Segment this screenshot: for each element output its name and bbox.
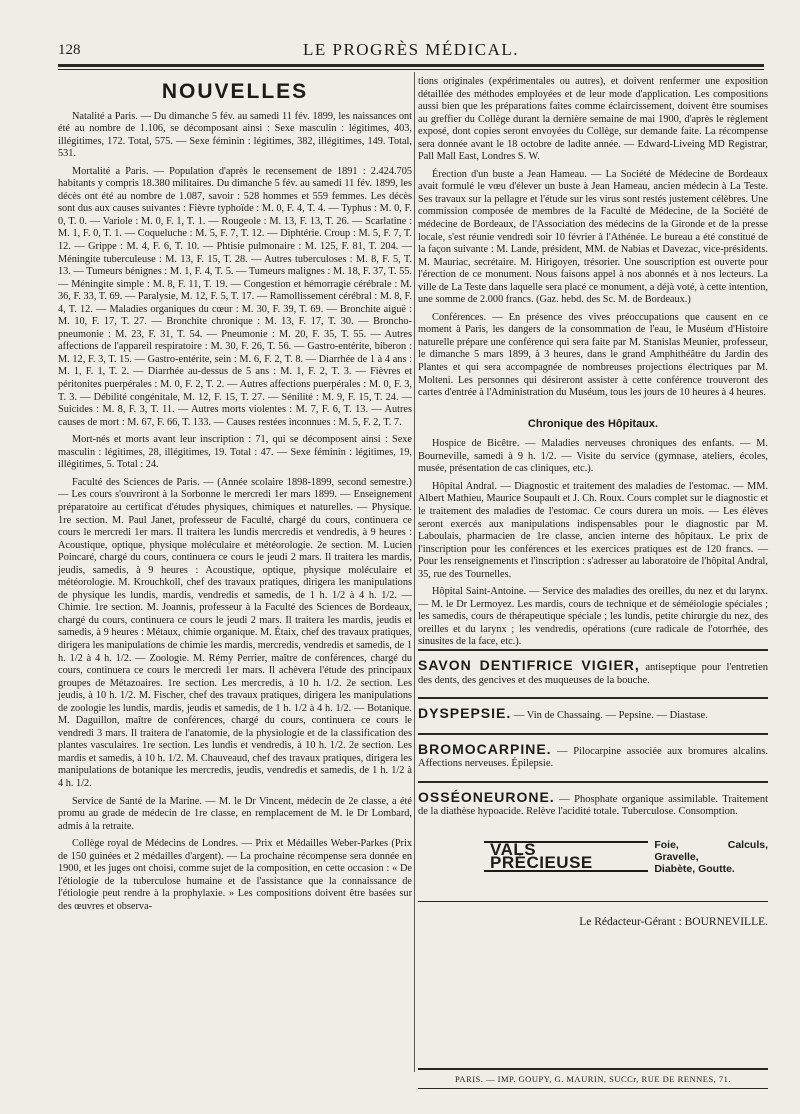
ad-vals-precieuse (484, 839, 768, 875)
article-saint-antoine: Hôpital Saint-Antoine. — Service des maladies des oreilles, du nez et du larynx. — M. le Dr Lermoyez. Les mardis, cours de technique et de séméiologie spéciales ; les samedis, cours de thérapeutique spéciale ; les lundis, petite chirurgie du nez, des oreilles et du larynx ; les vendredis, opérations (cure radicale de l'otorrhée, des sinusites de la face, etc.). (418, 586, 768, 648)
page-header (58, 38, 764, 62)
vals-logo-text: VALS PRÉCIEUSE (484, 841, 648, 872)
ad-savon-vigier (418, 649, 768, 697)
ad-bromocarpine (418, 733, 768, 781)
article-conferences: Conférences. — En présence des vives préoccupations que causent en ce moment à Paris, les dangers de la consommation de l'eau, le Muséum d'Histoire naturelle prépare une conférence qui sera faite par M. Stanislas Meunier, professeur, le dimanche 5 mars 1899, à 3 heures, dans le grand Amphithéâtre du Jardin des Plantes et qui sera accompagnée de nombreuses projections électriques par M. Molteni. Les personnes qui désireront assister à cette conférence trouveront des cartes d'entrée à l'Administration du Muséum, tous les jours de 10 heures à 4 heures. (418, 311, 768, 399)
article-college-londres: Collège royal de Médecins de Londres. — Prix et Médailles Weber-Parkes (Prix de 150 guinées et 2 médailles d'argent). — La prochaine récompense sera donnée en 1900, et les juges ont choisi, comme sujet de la composition, en cette occasion : « De l'étiologie de la tuberculose humaine et de l'assistance que la connaissance de l'étiologie peut rendre à la prophylaxie. » Les compositions doivent être basées sur des œuvres et observa- (58, 838, 412, 912)
ad-brand: OSSÉONEURONE. (418, 788, 555, 805)
ad-description: — Vin de Chassaing. — Pepsine. — Diastase. (513, 710, 708, 722)
article-mortalite: Mortalité a Paris. — Population d'après le recensement de 1891 : 2.424.705 habitants y compris 18.380 militaires. Du dimanche 5 fév. au samedi 11 fév. 1899, les décès ont été au nombre de 1.087, savoir : 528 hommes et 559 femmes. Les décès sont dus aux causes suivantes : Fièvre typhoïde : M. 0, F. 4, T. 4. — Typhus : M. 0, F. 0, T. 0. — Variole : M. 0, F. 1, T. 1. — Rougeole : M. 13, F. 13, T. 26. — Scarlatine : M. 1, F. 0, T. 1. — Coqueluche : M. 5, F. 7, T. 12. — Diphtérie. Croup : M. 5, F. 7, T. 12. — Grippe : M. 4, F. 6, T. 10. — Phtisie pulmonaire : M. 125, F. 81, T. 204. — Méningite tuberculeuse : M. 13, F. 15, T. 28. — Autres tuberculoses : M. 8, F. 5, T. 13. — Tumeurs bénignes : M. 1, F. 4, T. 5. — Tumeurs malignes : M. 18, F. 37, T. 55. — Méningite simple : M. 8, F. 11, T. 19. — Congestion et hémorragie cérébrale : M. 36, F. 33, T. 69. — Paralysie, M. 12, F. 5, T. 17. — Ramollissement cérébral : M. 8, F. 4, T. 12. — Maladies organiques du cœur : M. 30, F. 39, T. 69. — Bronchite aiguë : M. 10, F. 17, T. 27. — Bronchite chronique : M. 13, F. 17, T. 30. — Broncho-pneumonie : M. 23, F. 31, T. 54. — Pneumonie : M. 20, F. 35, T. 55. — Autres affections de l'appareil respiratoire : M. 30, F. 26, T. 56. — Gastro-entérite, biberon : M. 12, F. 3, T. 15. — Gastro-entérite, sein : M. 6, F. 2, T. 8. — Diarrhée de 1 à 4 ans : M. 1, F. 1, T. 2. — Diarrhée au-dessus de 5 ans : M. 1, F. 2, T. 3. — Fièvres et péritonites puerpérales : M. 0, F. 2, T. 2. — Autres affections puerpérales : M. 0, F. 3, T. 3. — Débilité congénitale, M. 12, F. 15, T. 27. — Sénilité : M. 9, F. 15, T. 24. — Suicides : M. 8, F. 3, T. 11. — Autres morts violentes : M. 7, F. 6, T. 13. — Autres causes de mort : M. 67, F. 66, T. 133. — Causes restées inconnues : M. 5, F. 2, T. 7. (58, 165, 412, 428)
ad-description: antiseptique pour l'entretien des dents, des gencives et des muqueuses de la bouche. (418, 661, 768, 686)
article-college-continued: tions originales (expérimentales ou autres), et doivent renfermer une exposition détaillée des méthodes employées et de leur mode d'application. Les compositions aussi bien que les préparations faites comme éclaircissement, doivent être soumises au greffier du Collège durant la dernière semaine de mai 1900, d'après le règlement exposé, dont copies seront envoyées du Collège, sur demande faite. La récompense sera donnée avant le 18 octobre de ladite année. — Edward-Liveing MD Registrar, Pall Mall East, Londres S. W. (418, 76, 768, 163)
article-andral: Hôpital Andral. — Diagnostic et traitement des maladies de l'estomac. — MM. Albert Mathieu, Maurice Soupault et J. Ch. Roux. Cours complet sur le diagnostic et le traitement des maladies de l'estomac. Ce cours durera un mois. — Les élèves seront exercés aux manipulations indispensables pour le diagnostic par M. Laboulais, pharmacien de 1re classe, ancien interne des hôpitaux. Le prix de l'inscription pour les conférences et les exercices pratiques est de 120 francs. — Pour les renseignements et l'inscription : s'adresser au laboratoire de l'hôpital Andral, 35, rue des Tournelles. (418, 480, 768, 580)
printer-imprint: PARIS. — IMP. GOUPY, G. MAURIN, SUCCr, RUE DE RENNES, 71. (418, 1068, 768, 1089)
ad-dyspepsie (418, 697, 768, 733)
ad-description: — Pilocarpine associée aux bromures alcalins. Affections nerveuses. Épilepsie. (418, 745, 768, 770)
ad-brand: BROMOCARPINE. (418, 740, 552, 757)
ad-brand: SAVON DENTIFRICE VIGIER, (418, 656, 640, 673)
section-title-chronique: Chronique des Hôpitaux. (527, 417, 659, 430)
vals-claim-2: Diabète, Goutte. (654, 862, 735, 875)
column-divider (414, 72, 415, 1072)
journal-title: LE PROGRÈS MÉDICAL. (303, 40, 519, 59)
left-column (58, 76, 412, 913)
article-mort-nes: Mort-nés et morts avant leur inscription : 71, qui se décomposent ainsi : Sexe masculin : légitimes, 28, illégitimes, 19. Total : 47. — Sexe féminin : légitimes, 19, illégitimes, 5. Total : 24. (58, 434, 412, 471)
section-title-nouvelles: NOUVELLES (161, 80, 309, 103)
right-column (418, 76, 768, 928)
header-rule (58, 64, 764, 70)
article-buste-hameau: Érection d'un buste a Jean Hameau. — La Société de Médecine de Bordeaux avait formulé le vœu d'élever un buste à Jean Hameau, ancien médecin à La Teste. Ses travaux sur la pellagre et l'étude sur les virus sont restés justement célèbres. Une commission composée de membres de la Faculté de Médecine, de la Société de médecine de Bordeaux, de l'Association des médecins de la Gironde et de la presse locale, s'est réunie vendredi soir 10 février à l'Athénée. Le bureau a été constitué de la façon suivante : M. Lande, président, MM. de Nabias et Davezac, vice-présidents. M. Mauriac, secrétaire. M. Hirigoyen, trésorier. Une souscription est ouverte pour l'érection de ce monument. Nous faisons appel à nos abonnés et à nos lecteurs. La ville de La Teste dans laquelle sera placé ce monument, a déjà voté, à cette intention, une somme de 2.000 francs. (Gaz. hebd. des Sc. M. de Bordeaux.) (418, 168, 768, 306)
article-bicetre: Hospice de Bicêtre. — Maladies nerveuses chroniques des enfants. — M. Bourneville, samedi à 9 h. 1/2. — Visite du service (gymnase, ateliers, écoles, musée, présentation de cas cliniques, etc.). (418, 438, 768, 475)
vals-claims (654, 839, 768, 875)
ad-description: — Phosphate organique assimilable. Traitement de la diathèse hypoacide. Relève l'acidité totale. Tuberculose. Consomption. (418, 793, 768, 818)
vals-claim-1: Foie, Calculs, Gravelle, (654, 838, 768, 863)
article-faculte-sciences: Faculté des Sciences de Paris. — (Année scolaire 1898-1899, second semestre.) — Les cours s'ouvriront à la Sorbonne le mercredi 1er mars 1899. — Enseignement préparatoire au certificat d'études physiques, chimiques et naturelles. — Physique. 1re section. M. Paul Janet, professeur de Faculté, chargé du cours, continuera ce cours le mercredi 1er mars. Il traitera les lundis mercredis et vendredis, à 9 heures : Acoustique, optique, physique moléculaire et météorologie. 2e section. M. Lucien Poincaré, chargé du cours, continuera ce cours le jeudi 2 mars. Il traitera les mardis, jeudis, samedis, à 9 heures : Acoustique, optique, physique moléculaire et météorologie. M. Krouchkoll, chef des travaux pratiques, dirigera les manipulations de physique les lundis, mardis, vendredis et samedis, de 1 h. 1/2 à 4 h. 1/2. — Chimie. 1re section. M. Joannis, professeur à la Faculté des Sciences de Bordeaux, chargé du cours, continuera ce cours le jeudi 2 mars. Il traitera les mardis, jeudis et samedis, à 9 heures : Métaux, chimie organique. M. Étaix, chef des travaux pratiques, dirigera les manipulations de chimie les mardis, mercredis, vendredis et samedis, de 1 h. 1/2 à 4 h. 1/2. — Zoologie. M. Rémy Perrier, maître de conférences, chargé du cours, continuera ce cours le mercredi 1er mars. Il achèvera l'étude des principaux groupes de Métazoaires. 1re section. Les mercredis, à 10 h. 1/2. 2e section. Les jeudis, à 10 h. 1/2. M. Fischer, chef des travaux pratiques, dirigera les manipulations de zoologie les lundis, mardis, jeudis et samedis, de 1 h. 1/2 à 4 h. 1/2. — Botanique. M. Daguillon, maître de conférences, chargé du cours, continuera ce cours le vendredi 3 mars. Il traitera de l'anatomie, de la physiologie et de la classification des plantes vasculaires. 1re section. Les lundis et vendredis, à 10 h. 1/2. 2e section. Les mardis et samedis, à 10 h. 1/2. M. Chauveaud, chef des travaux pratiques, dirigera les manipulations de botanique les mercredis, jeudis, vendredis et samedis, de 1 h. 1/2 à 4 h. 1/2. (58, 476, 412, 789)
ad-osseoneurone (418, 781, 768, 829)
article-sante-marine: Service de Santé de la Marine. — M. le Dr Vincent, médecin de 2e classe, a été promu au grade de médecin de 1re classe, en remplacement de M. le Dr Lombard, admis à la retraite. (58, 795, 412, 832)
page-number: 128 (58, 42, 81, 58)
editor-signoff: Le Rédacteur-Gérant : BOURNEVILLE. (418, 901, 768, 929)
ad-brand: DYSPEPSIE. (418, 705, 512, 722)
article-natalite: Natalité a Paris. — Du dimanche 5 fév. au samedi 11 fév. 1899, les naissances ont été au nombre de 1.106, se décomposant ainsi : Sexe masculin : légitimes, 403, illégitimes, 172. Total, 575. — Sexe féminin : légitimes, 382, illégitimes, 149. Total, 531. (58, 110, 412, 160)
